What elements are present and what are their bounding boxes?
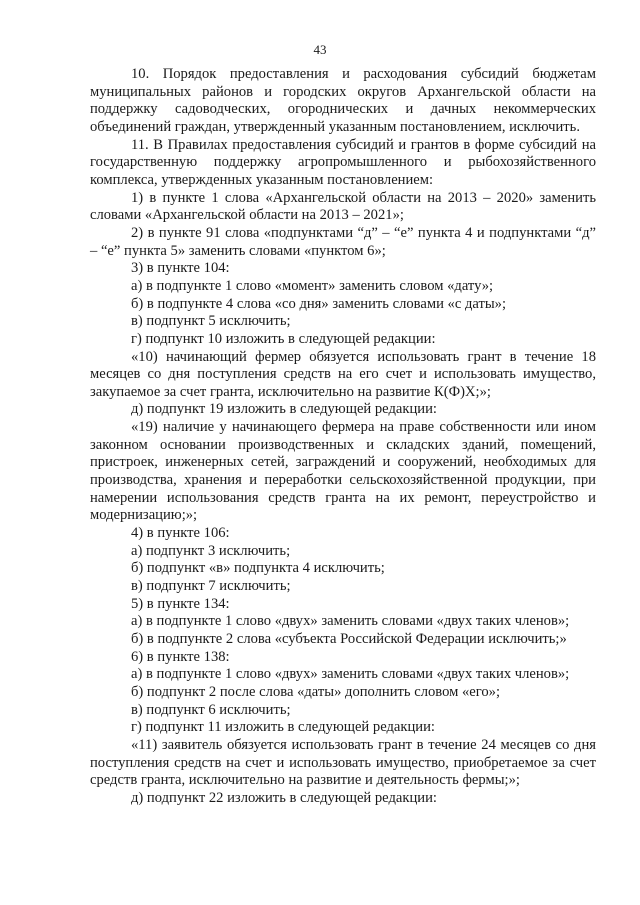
subitem-3b: б) в подпункте 4 слова «со дня» заменить словами «с даты»; [131, 295, 507, 312]
subitem-3: 3) в пункте 104: [131, 260, 230, 277]
subitem-4a: а) подпункт 3 исключить; [131, 542, 291, 559]
quote-item-11: «11) заявитель обязуется использовать грант в течение 24 месяцев со дня поступления средств на счет и использовать имущество, приобретаемое за счет средств гранта, исключительно на развитие и деятельность фермы;»; [90, 736, 596, 789]
subitem-5: 5) в пункте 134: [131, 595, 230, 612]
paragraph-item-11: 11. В Правилах предоставления субсидий и грантов в форме субсидий на государственную поддержку агропромышленного и рыбохозяйственного комплекса, утвержденных указанным постановлением: [90, 136, 596, 188]
quote-item-10: «10) начинающий фермер обязуется использовать грант в течение 18 месяцев со дня поступления средств на его счет и использовать имущество, закупаемое за счет гранта, исключительно на развитие К(Ф)Х;»; [90, 348, 596, 400]
page-number: 43 [313, 42, 327, 57]
subitem-3v: в) подпункт 5 исключить; [131, 313, 291, 330]
subitem-3g: г) подпункт 10 изложить в следующей редакции: [131, 330, 436, 347]
subitem-3d: д) подпункт 19 изложить в следующей редакции: [131, 401, 437, 418]
subitem-6a: а) в подпункте 1 слово «двух» заменить словами «двух таких членов»; [131, 666, 570, 683]
paragraph-item-10: 10. Порядок предоставления и расходования субсидий бюджетам муниципальных районов и городских округов Архангельской области на поддержку садоводческих, огороднических и дачных некоммерческих объединений граждан, утвержденный указанным постановлением, исключить. [90, 66, 596, 135]
subitem-4v: в) подпункт 7 исключить; [131, 578, 291, 595]
subitem-5b: б) в подпункте 2 слова «субъекта Российской Федерации исключить;» [131, 631, 567, 647]
subitem-6b: б) подпункт 2 после слова «даты» дополнить словом «его»; [131, 683, 501, 700]
subitem-1: 1) в пункте 1 слова «Архангельской области на 2013 – 2020» заменить словами «Архангельской области на 2013 – 2021»; [90, 189, 596, 224]
subitem-6: 6) в пункте 138: [131, 648, 230, 665]
subitem-3a: а) в подпункте 1 слово «момент» заменить словом «дату»; [131, 277, 494, 294]
subitem-6d: д) подпункт 22 изложить в следующей редакции: [131, 789, 437, 806]
subitem-4b: б) подпункт «в» подпункта 4 исключить; [131, 560, 385, 577]
subitem-6g: г) подпункт 11 изложить в следующей редакции: [131, 719, 435, 736]
subitem-5a: а) в подпункте 1 слово «двух» заменить словами «двух таких членов»; [131, 613, 570, 630]
quote-item-19: «19) наличие у начинающего фермера на праве собственности или ином законном основании производственных и складских зданий, помещений, пристроек, инженерных сетей, заграждений и сооружений, необходимых для производства, хранения и переработки сельскохозяйственной продукции, при намерении использования средств гранта на их ремонт, переустройство и модернизацию;»; [90, 419, 596, 524]
subitem-2: 2) в пункте 91 слова «подпунктами “д” – “е” пункта 4 и подпунктами “д” – “е” пункта 5» заменить словами «пунктом 6»; [90, 224, 596, 259]
document-body [90, 66, 596, 808]
subitem-6v: в) подпункт 6 исключить; [131, 701, 291, 718]
subitem-4: 4) в пункте 106: [131, 525, 230, 542]
